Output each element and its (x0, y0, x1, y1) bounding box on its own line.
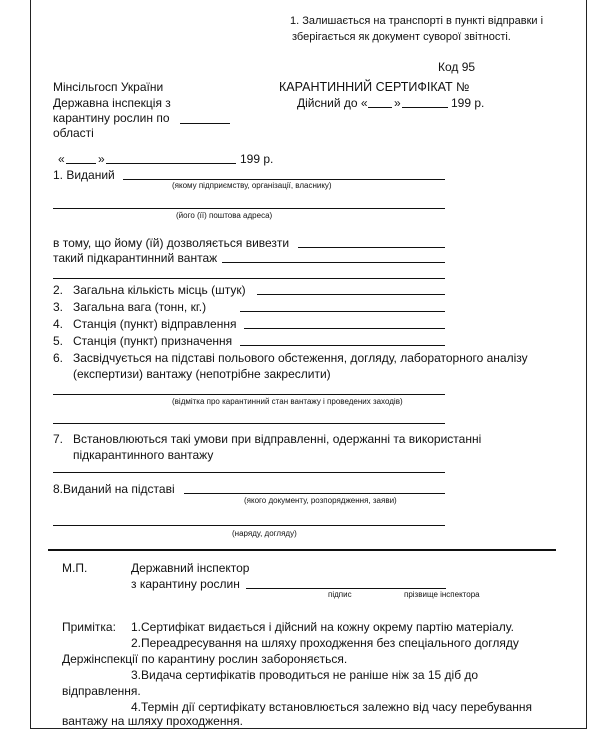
date-open: « (58, 152, 65, 166)
signature-field (246, 588, 446, 589)
field7-line1: Встановлюються такі умови при відправленні, одержанні та використанні (73, 432, 482, 446)
field2-num: 2. (53, 283, 64, 297)
issued-hint: (якому підприємству, організації, власнику) (172, 181, 332, 190)
field8-hint: (якого документу, розпорядження, заяви) (244, 496, 397, 505)
inspection-line3: карантину рослин по (53, 111, 170, 125)
valid-mid: » (394, 96, 401, 110)
region-blank (180, 123, 230, 124)
field3-num: 3. (53, 300, 64, 314)
date-day-blank (66, 163, 96, 164)
field8-hint2: (наряду, догляду) (232, 529, 297, 538)
field3-label: Загальна вага (тонн, кг.) (73, 300, 207, 314)
address-field (53, 208, 445, 209)
certificate-title: КАРАНТИННИЙ СЕРТИФІКАТ № (279, 80, 470, 94)
note-3a: 3.Видача сертифікатів проводиться не раніше ніж за 15 діб до (131, 668, 479, 682)
allowed-line1: в тому, що йому (їй) дозволяється вивезти (53, 236, 290, 250)
order-field (53, 525, 445, 526)
note-1: 1.Сертифікат видається і дійсний на кожну окрему партію матеріалу. (131, 620, 514, 634)
field4-label: Станція (пункт) відправлення (73, 317, 237, 331)
valid-day-blank (368, 107, 392, 108)
field5-label: Станція (пункт) призначення (73, 334, 233, 348)
sign-hint: підпис (328, 590, 352, 599)
conditions-field (53, 472, 445, 473)
top-note-line1: 1. Залишається на транспорті в пункті відправки і (290, 15, 544, 27)
form-code: Код 95 (438, 60, 476, 74)
note-2a: 2.Переадресування на шляху проходження без спеціального догляду (131, 636, 519, 650)
note-4a: 4.Термін дії сертифікату встановлюється залежно від часу перебування (131, 700, 532, 714)
allowed-line2: такий підкарантинний вантаж (53, 251, 218, 265)
field6-line2: (експертизи) вантажу (непотрібне закреслити) (73, 367, 331, 381)
field7-line2: підкарантинного вантажу (73, 448, 214, 462)
note-4b: вантажу на шляху проходження. (62, 714, 243, 728)
status-field (53, 394, 445, 395)
field6-hint: (відмітка про карантинний стан вантажу і проведених заходів) (172, 397, 403, 406)
cargo-field-2 (53, 278, 445, 279)
field8-label: 8.Виданий на підставі (53, 482, 175, 496)
field2-label: Загальна кількість місць (штук) (73, 283, 246, 297)
inspection-line4: області (53, 126, 94, 140)
section-separator (48, 549, 556, 551)
note-3b: відправлення. (62, 684, 141, 698)
status-field-2 (53, 423, 445, 424)
name-hint: прізвище інспектора (404, 590, 480, 599)
departure-field (244, 328, 445, 329)
date-close: » (98, 152, 105, 166)
allowed-field (298, 247, 445, 248)
field7-num: 7. (53, 432, 64, 446)
stamp-place: М.П. (62, 561, 88, 575)
issued-label: 1. Виданий (53, 168, 115, 182)
notes-label: Примітка: (62, 620, 116, 634)
ministry-name: Мінсільгосп України (53, 80, 164, 94)
inspection-name: Державна інспекція з (53, 96, 171, 110)
inspector-title-2: з карантину рослин (131, 577, 240, 591)
field6-line1: Засвідчується на підставі польового обстеження, догляду, лабораторного аналізу (73, 351, 528, 365)
destination-field (240, 345, 445, 346)
valid-prefix: Дійсний до « (297, 96, 368, 110)
places-field (257, 294, 445, 295)
weight-field (240, 311, 445, 312)
date-year: 199 р. (240, 152, 274, 166)
basis-field (184, 493, 445, 494)
date-month-blank (106, 163, 236, 164)
valid-month-blank (402, 107, 448, 108)
valid-year: 199 р. (451, 96, 485, 110)
address-hint: (його (її) поштова адреса) (176, 211, 273, 220)
cargo-field (222, 262, 445, 263)
field5-num: 5. (53, 334, 64, 348)
inspector-title-1: Державний інспектор (131, 561, 250, 575)
top-note-line2: зберігається як документ суворої звітності. (292, 31, 511, 43)
field6-num: 6. (53, 351, 64, 365)
note-2b: Держінспекції по карантину рослин забороняється. (62, 652, 348, 666)
issued-to-field (123, 179, 445, 180)
field4-num: 4. (53, 317, 64, 331)
